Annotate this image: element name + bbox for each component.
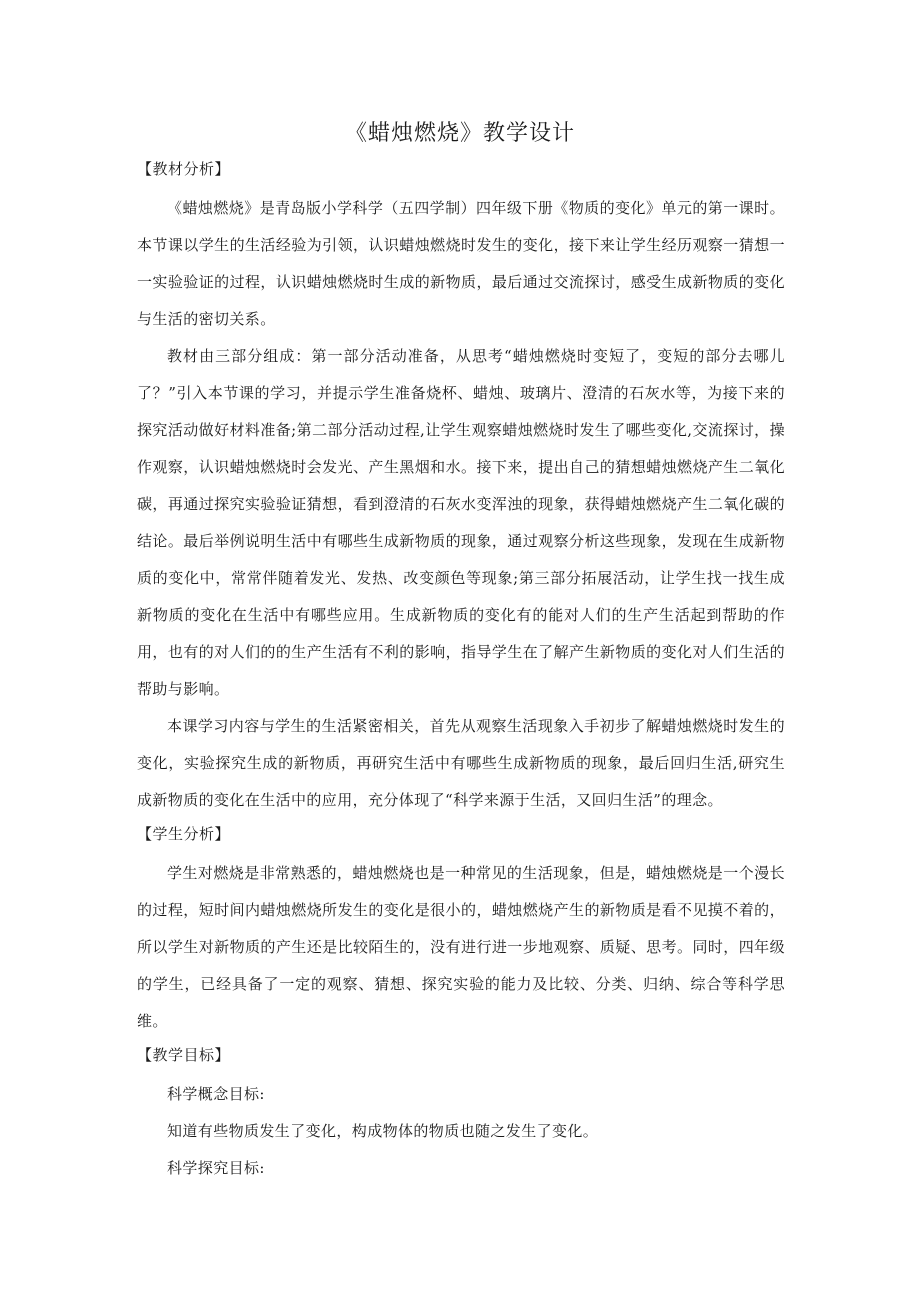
document-title: 《蜡烛燃烧》教学设计 <box>344 121 575 146</box>
paragraph: 《蜡烛燃烧》是青岛版小学科学（五四学制）四年级下册《物质的变化》单元的第一课时。本节课以学生的生活经验为引领，认识蜡烛燃烧时发生的变化，接下来让学生经历观察一猜想一一实验验证的过程，认识蜡烛燃烧时生成的新物质，最后通过交流探讨，感受生成新物质的变化与生活的密切关系。 <box>137 199 785 328</box>
document-body <box>137 156 785 1187</box>
goal-label-science-inquiry: 科学探究目标: <box>167 1159 265 1177</box>
goal-label-science-concept: 科学概念目标: <box>167 1085 265 1103</box>
section-heading-student-analysis: 【学生分析】 <box>137 825 231 843</box>
paragraph: 本课学习内容与学生的生活紧密相关，首先从观察生活现象入手初步了解蜡烛燃烧时发生的变化，实验探究生成的新物质，再研究生活中有哪些生成新物质的现象，最后回归生活,研究生成新物质的变化在生活中的应用，充分体现了“科学来源于生活，又回归生活”的理念。 <box>137 717 785 809</box>
section-heading-teaching-goals: 【教学目标】 <box>137 1046 231 1064</box>
goal-text: 知道有些物质发生了变化，构成物体的物质也随之发生了变化。 <box>167 1122 599 1140</box>
section-heading-textbook-analysis: 【教材分析】 <box>137 160 231 178</box>
paragraph: 学生对燃烧是非常熟悉的，蜡烛燃烧也是一种常见的生活现象，但是，蜡烛燃烧是一个漫长的过程，短时间内蜡烛燃烧所发生的变化是很小的，蜡烛燃烧产生的新物质是看不见摸不着的，所以学生对新物质的产生还是比较陌生的，没有进行进一步地观察、质疑、思考。同时，四年级的学生，已经具备了一定的观察、猜想、探究实验的能力及比较、分类、归纳、综合等科学思维。 <box>137 864 785 1030</box>
paragraph: 教材由三部分组成：第一部分活动准备，从思考“蜡烛燃烧时变短了，变短的部分去哪儿了？”引入本节课的学习，并提示学生准备烧杯、蜡烛、玻璃片、澄清的石灰水等，为接下来的探究活动做好材料准备;第二部分活动过程,让学生观察蜡烛燃烧时发生了哪些变化,交流探讨，操作观察，认识蜡烛燃烧时会发光、产生黑烟和水。接下来，提出自己的猜想蜡烛燃烧产生二氧化碳，再通过探究实验验证猜想，看到澄清的石灰水变浑浊的现象，获得蜡烛燃烧产生二氧化碳的结论。最后举例说明生活中有哪些生成新物质的现象，通过观察分析这些现象，发现在生成新物质的变化中，常常伴随着发光、发热、改变颜色等现象;第三部分拓展活动，让学生找一找生成新物质的变化在生活中有哪些应用。生成新物质的变化有的能对人们的生产生活起到帮助的作用，也有的对人们的的生产生活有不利的影响，指导学生在了解产生新物质的变化对人们生活的帮助与影响。 <box>137 347 785 698</box>
